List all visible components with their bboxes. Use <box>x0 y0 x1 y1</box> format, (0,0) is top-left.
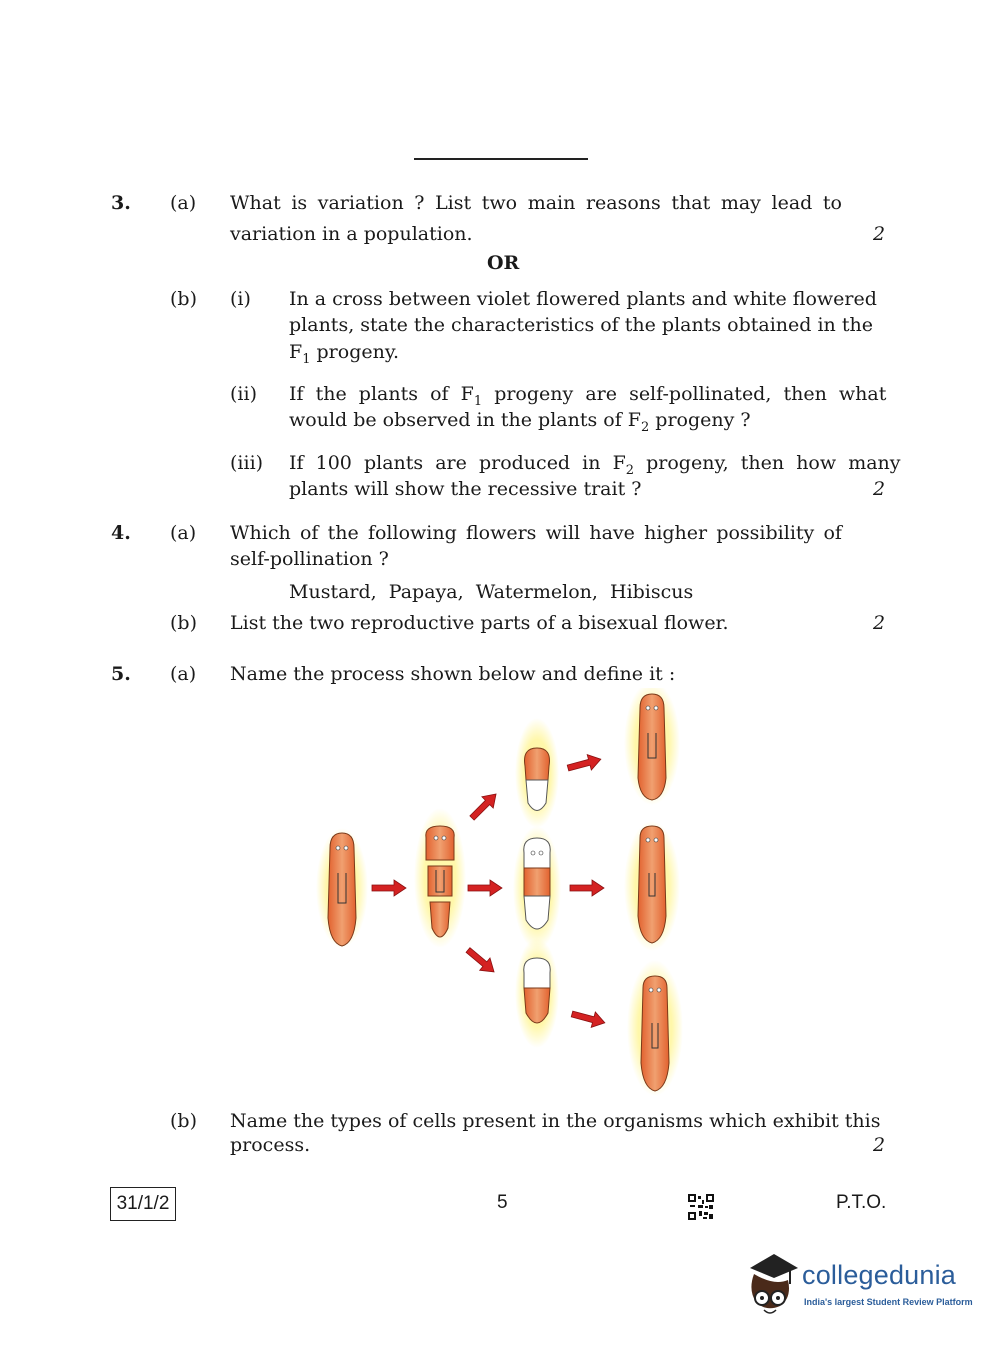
pto-label: P.T.O. <box>836 1192 887 1213</box>
worm-final-bottom <box>627 960 683 1096</box>
arrow-final-top <box>566 751 603 775</box>
q3a-word: to <box>822 192 842 214</box>
q3b-ii-line2-pre: would be observed in the plants of F <box>289 409 641 431</box>
top-rule <box>414 158 588 160</box>
q3b-iii-line1 <box>289 452 901 478</box>
q3a-text-line2: variation in a population. <box>230 223 473 245</box>
q3b-ii-line1-sub: 1 <box>473 393 483 409</box>
q3b-i-line2: plants, state the characteristics of the plants obtained in the <box>289 314 873 336</box>
q3b-ii-label: (ii) <box>230 383 257 405</box>
q4a-word: following <box>367 522 457 544</box>
q4b-label: (b) <box>170 612 197 634</box>
collegedunia-logo <box>744 1250 974 1320</box>
arrow-final-middle <box>570 880 604 896</box>
q3a-word: main <box>527 192 576 214</box>
q4b-text: List the two reproductive parts of a bisexual flower. <box>230 612 729 634</box>
q3b-label: (b) <box>170 288 197 310</box>
q3b-i-label: (i) <box>230 288 251 310</box>
q3b-i-line1: In a cross between violet flowered plants and white flowered <box>289 288 877 310</box>
worm-regen-top <box>515 718 559 828</box>
q3b-ii-line1-pre: If the plants of F <box>289 383 474 405</box>
q3b-iii-line1-sub: 2 <box>625 462 635 478</box>
q5a-label: (a) <box>170 663 197 685</box>
q3b-marks: 2 <box>873 478 886 500</box>
page-number: 5 <box>497 1192 508 1213</box>
q3a-word: may <box>720 192 761 214</box>
q3a-label: (a) <box>170 192 197 214</box>
or-divider: OR <box>487 252 520 274</box>
q3b-i-line3-post: progeny. <box>310 341 400 363</box>
q4a-label: (a) <box>170 522 197 544</box>
arrow-up <box>466 788 501 823</box>
paper-code: 31/1/2 <box>110 1187 176 1221</box>
q4a-word: the <box>327 522 359 544</box>
qr-code-icon <box>688 1194 714 1220</box>
q3b-i-line3-pre: F <box>289 341 303 363</box>
worm-regen-middle <box>513 826 561 950</box>
q4a-word: have <box>589 522 635 544</box>
q4a-word: Which <box>230 522 291 544</box>
q4a-text-line1 <box>230 522 842 544</box>
q4a-options: Mustard, Papaya, Watermelon, Hibiscus <box>289 581 694 603</box>
q3a-word: two <box>481 192 518 214</box>
q4a-word: of <box>299 522 319 544</box>
q3a-word: that <box>671 192 711 214</box>
worm-whole <box>316 828 368 948</box>
q4a-word: will <box>545 522 581 544</box>
q4-number: 4. <box>111 522 131 544</box>
q3a-word: What <box>230 192 281 214</box>
q5b-label: (b) <box>170 1110 197 1132</box>
q3a-word: variation <box>317 192 404 214</box>
q5-number: 5. <box>111 663 131 685</box>
q3a-word: List <box>435 192 472 214</box>
q4-marks: 2 <box>873 612 886 634</box>
q3a-marks: 2 <box>873 223 886 245</box>
brand-name: collegedunia <box>802 1260 957 1290</box>
arrow-down <box>463 944 499 978</box>
mascot-icon <box>744 1250 802 1320</box>
q3b-iii-line2: plants will show the recessive trait ? <box>289 478 642 500</box>
q3a-word: reasons <box>585 192 661 214</box>
q4a-word: higher <box>644 522 708 544</box>
q3b-ii-line2-sub: 2 <box>640 419 650 435</box>
worm-final-top <box>624 688 680 805</box>
q3b-iii-label: (iii) <box>230 452 264 474</box>
q3a-word: ? <box>414 192 425 214</box>
arrow-final-bottom <box>570 1006 607 1030</box>
q4a-word: flowers <box>465 522 537 544</box>
q3a-word: is <box>291 192 308 214</box>
q3b-i-line3 <box>289 341 399 367</box>
q3b-i-line3-sub: 1 <box>302 351 311 367</box>
q3b-iii-line1-post: progeny, then how many <box>634 452 901 474</box>
q5a-text: Name the process shown below and define it : <box>230 663 676 685</box>
q4a-word: of <box>823 522 842 544</box>
q3-number: 3. <box>111 192 131 214</box>
arrow-middle <box>468 880 502 896</box>
worm-regen-bottom <box>515 938 559 1048</box>
q3b-ii-line2-post: progeny ? <box>649 409 751 431</box>
q3a-text-line1 <box>230 192 842 214</box>
q5b-line2: process. <box>230 1134 311 1156</box>
worm-final-middle <box>624 821 680 951</box>
q4a-text-line2: self-pollination ? <box>230 548 389 570</box>
q5-marks: 2 <box>873 1134 886 1156</box>
arrow-1 <box>372 880 406 896</box>
q5b-line1: Name the types of cells present in the organisms which exhibit this <box>230 1110 881 1132</box>
worm-cut-pieces <box>414 808 466 948</box>
planaria-regeneration-diagram <box>300 688 700 1098</box>
q4a-word: possibility <box>716 522 815 544</box>
q3a-word: lead <box>771 192 813 214</box>
brand-tagline: India's largest Student Review Platform <box>804 1297 973 1307</box>
q3b-ii-line1-post: progeny are self-pollinated, then what <box>482 383 887 405</box>
q3b-ii-line1 <box>289 383 886 409</box>
q3b-iii-line1-pre: If 100 plants are produced in F <box>289 452 626 474</box>
q3b-ii-line2 <box>289 409 751 435</box>
